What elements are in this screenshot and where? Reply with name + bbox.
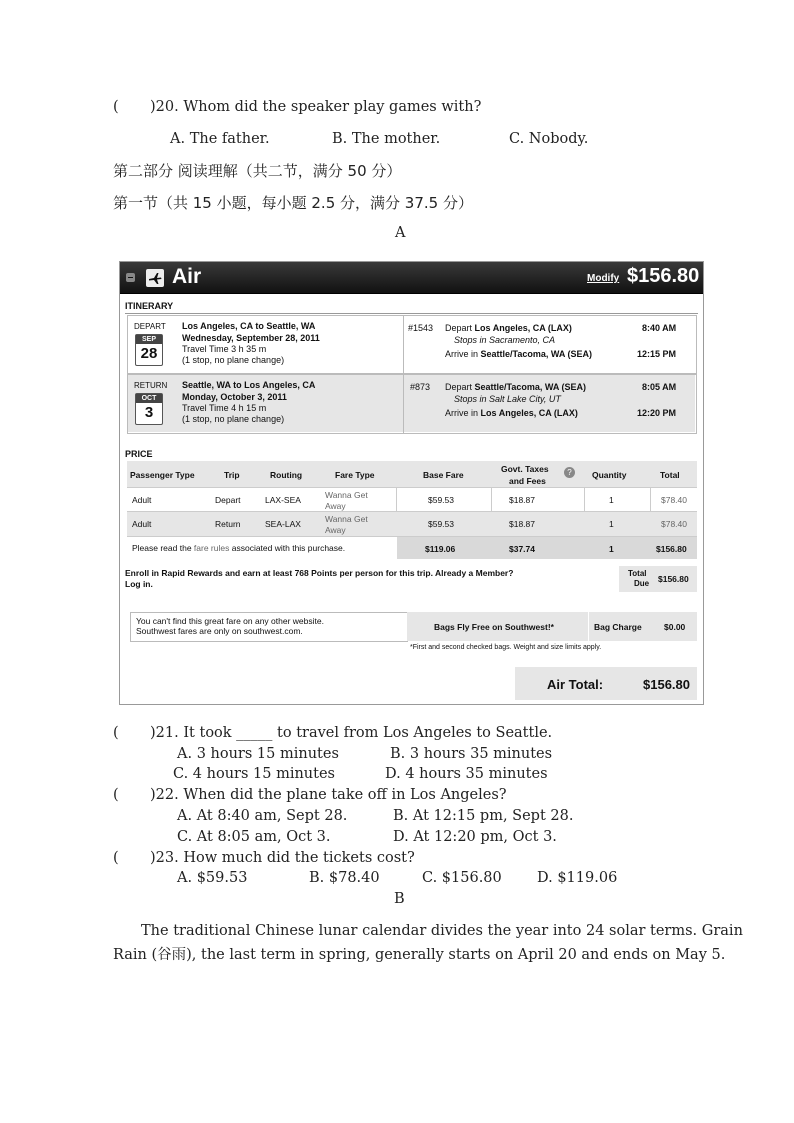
row1-trip: Depart bbox=[215, 495, 241, 505]
depart-depart-place: Los Angeles, CA (LAX) bbox=[474, 323, 572, 333]
q20-option-b: B. The mother. bbox=[332, 131, 441, 147]
flight-itinerary-ticket bbox=[119, 261, 704, 705]
q21-option-d: D. 4 hours 35 minutes bbox=[385, 766, 548, 782]
promo-line1: You can't find this great fare on any other website. bbox=[136, 616, 324, 626]
depart-arrive-prefix: Arrive in bbox=[445, 349, 479, 359]
row1-passenger: Adult bbox=[132, 495, 152, 505]
ticket-header-title: Air bbox=[172, 265, 202, 288]
depart-depart-line bbox=[445, 323, 572, 333]
q20-option-c: C. Nobody. bbox=[509, 131, 589, 147]
depart-travel-time: Travel Time 3 h 35 m bbox=[182, 344, 267, 354]
return-depart-prefix: Depart bbox=[445, 382, 473, 392]
q21-option-a: A. 3 hours 15 minutes bbox=[177, 746, 339, 762]
fare-note-post: associated with this purchase. bbox=[231, 543, 346, 553]
row1-fare-line2: Away bbox=[325, 501, 346, 511]
row1-taxes: $18.87 bbox=[509, 495, 535, 505]
return-calendar-icon bbox=[135, 393, 163, 425]
depart-date: Wednesday, September 28, 2011 bbox=[182, 333, 320, 343]
sum-quantity: 1 bbox=[609, 544, 614, 554]
promo-line2: Southwest fares are only on southwest.com. bbox=[136, 626, 303, 636]
q23-option-a: A. $59.53 bbox=[177, 870, 248, 886]
row2-quantity: 1 bbox=[609, 519, 614, 529]
itinerary-divider bbox=[125, 313, 698, 314]
return-label: RETURN bbox=[134, 381, 168, 390]
return-depart-line bbox=[445, 382, 586, 392]
col-total: Total bbox=[660, 470, 680, 480]
return-arrive-line bbox=[445, 408, 578, 418]
q21-stem: )21. It took _____ to travel from Los Angeles to Seattle. bbox=[150, 725, 553, 741]
return-cal-month: OCT bbox=[136, 394, 162, 403]
itinerary-title: ITINERARY bbox=[125, 301, 174, 311]
enroll-login-link[interactable]: Log in. bbox=[125, 579, 153, 589]
collapse-icon bbox=[126, 273, 135, 282]
col-routing: Routing bbox=[270, 470, 303, 480]
depart-arrive-place: Seattle/Tacoma, WA (SEA) bbox=[480, 349, 593, 359]
part2-heading: 第二部分 阅读理解（共二节，满分 50 分） bbox=[113, 162, 402, 180]
q23-option-d: D. $119.06 bbox=[537, 870, 618, 886]
col-taxes-line2: and Fees bbox=[509, 476, 546, 486]
row2-passenger: Adult bbox=[132, 519, 152, 529]
return-cal-day: 3 bbox=[144, 404, 154, 421]
return-stop-note: Stops in Salt Lake City, UT bbox=[454, 394, 561, 404]
return-stops: (1 stop, no plane change) bbox=[182, 414, 285, 424]
bag-charge-label: Bag Charge bbox=[594, 622, 642, 632]
depart-arrive-time: 12:15 PM bbox=[637, 349, 677, 359]
bags-free: Bags Fly Free on Southwest!* bbox=[434, 622, 554, 632]
air-total-value: $156.80 bbox=[643, 677, 690, 692]
depart-stop-note: Stops in Sacramento, CA bbox=[454, 335, 556, 345]
depart-route: Los Angeles, CA to Seattle, WA bbox=[182, 321, 316, 331]
row2-total: $78.40 bbox=[661, 519, 687, 529]
segment-divider bbox=[403, 316, 404, 373]
q20-stem: )20. Whom did the speaker play games with? bbox=[150, 99, 482, 115]
bag-charge-value: $0.00 bbox=[664, 622, 686, 632]
return-arrive-time: 12:20 PM bbox=[637, 408, 677, 418]
col-trip: Trip bbox=[224, 470, 240, 480]
plane-icon bbox=[146, 269, 164, 287]
passage-line2: Rain (谷雨), the last term in spring, generally starts on April 20 and ends on May 5. bbox=[113, 947, 726, 963]
q22-paren: ( bbox=[113, 787, 119, 803]
bags-note: *First and second checked bags. Weight and size limits apply. bbox=[410, 644, 602, 651]
passage-label-b: B bbox=[394, 891, 405, 907]
row2-fare-line2: Away bbox=[325, 525, 346, 535]
return-depart-place: Seattle/Tacoma, WA (SEA) bbox=[474, 382, 587, 392]
row2-trip: Return bbox=[215, 519, 241, 529]
depart-cal-day: 28 bbox=[140, 345, 158, 362]
return-route: Seattle, WA to Los Angeles, CA bbox=[182, 380, 316, 390]
depart-flight-number: #1543 bbox=[408, 323, 434, 333]
row1-total: $78.40 bbox=[661, 495, 687, 505]
sum-base: $119.06 bbox=[425, 544, 456, 554]
row-divider bbox=[127, 511, 697, 512]
depart-stops: (1 stop, no plane change) bbox=[182, 355, 285, 365]
q22-option-b: B. At 12:15 pm, Sept 28. bbox=[393, 808, 574, 824]
sum-total: $156.80 bbox=[656, 544, 687, 554]
col-passenger-type: Passenger Type bbox=[130, 470, 195, 480]
return-arrive-place: Los Angeles, CA (LAX) bbox=[480, 408, 578, 418]
return-depart-time: 8:05 AM bbox=[642, 382, 677, 392]
help-icon[interactable]: ? bbox=[564, 467, 575, 478]
fare-rules-link[interactable]: fare rules bbox=[193, 543, 230, 553]
row2-base: $59.53 bbox=[428, 519, 454, 529]
q22-option-c: C. At 8:05 am, Oct 3. bbox=[177, 829, 331, 845]
return-date: Monday, October 3, 2011 bbox=[182, 392, 287, 402]
segment-divider bbox=[403, 375, 404, 433]
modify-link[interactable]: Modify bbox=[587, 273, 620, 284]
q23-option-b: B. $78.40 bbox=[309, 870, 380, 886]
fare-note-pre: Please read the bbox=[132, 543, 192, 553]
row2-routing: SEA-LAX bbox=[265, 519, 301, 529]
ticket-header bbox=[120, 262, 703, 294]
passage-label-a: A bbox=[395, 225, 406, 241]
ticket-header-price: $156.80 bbox=[627, 265, 700, 287]
depart-calendar-icon bbox=[135, 334, 163, 366]
passage-line1: The traditional Chinese lunar calendar divides the year into 24 solar terms. Grain bbox=[141, 923, 743, 939]
q23-option-c: C. $156.80 bbox=[422, 870, 502, 886]
total-due-line2: Due bbox=[634, 579, 650, 588]
q22-stem: )22. When did the plane take off in Los Angeles? bbox=[150, 787, 507, 803]
fare-rules-note bbox=[132, 543, 345, 553]
row-divider bbox=[127, 487, 697, 488]
total-due-value: $156.80 bbox=[658, 574, 689, 584]
q23-stem: )23. How much did the tickets cost? bbox=[150, 850, 415, 866]
return-flight-number: #873 bbox=[410, 382, 431, 392]
depart-arrive-line bbox=[445, 349, 592, 359]
q20-option-a: A. The father. bbox=[170, 131, 270, 147]
total-due-line1: Total bbox=[628, 569, 647, 578]
air-total-label: Air Total: bbox=[547, 677, 604, 692]
row1-quantity: 1 bbox=[609, 495, 614, 505]
row1-base: $59.53 bbox=[428, 495, 454, 505]
depart-depart-time: 8:40 AM bbox=[642, 323, 677, 333]
col-taxes-line1: Govt. Taxes bbox=[501, 464, 549, 474]
q21-option-b: B. 3 hours 35 minutes bbox=[390, 746, 553, 762]
section1-heading: 第一节（共 15 小题，每小题 2.5 分，满分 37.5 分） bbox=[113, 194, 473, 212]
q21-paren: ( bbox=[113, 725, 119, 741]
q21-option-c: C. 4 hours 15 minutes bbox=[173, 766, 335, 782]
depart-cal-month: SEP bbox=[136, 335, 162, 344]
row1-routing: LAX-SEA bbox=[265, 495, 301, 505]
q20-paren: ( bbox=[113, 99, 119, 115]
depart-depart-prefix: Depart bbox=[445, 323, 473, 333]
return-travel-time: Travel Time 4 h 15 m bbox=[182, 403, 267, 413]
return-arrive-prefix: Arrive in bbox=[445, 408, 479, 418]
col-base-fare: Base Fare bbox=[423, 470, 464, 480]
row2-taxes: $18.87 bbox=[509, 519, 535, 529]
q22-option-d: D. At 12:20 pm, Oct 3. bbox=[393, 829, 557, 845]
enroll-line1: Enroll in Rapid Rewards and earn at least 768 Points per person for this trip. Already a Member? bbox=[125, 568, 514, 578]
row2-fare-line1: Wanna Get bbox=[325, 514, 368, 524]
q23-paren: ( bbox=[113, 850, 119, 866]
price-title: PRICE bbox=[125, 449, 153, 459]
col-quantity: Quantity bbox=[592, 470, 627, 480]
col-fare-type: Fare Type bbox=[335, 470, 375, 480]
row1-fare-line1: Wanna Get bbox=[325, 490, 368, 500]
sum-taxes: $37.74 bbox=[509, 544, 535, 554]
depart-label: DEPART bbox=[134, 322, 166, 331]
q22-option-a: A. At 8:40 am, Sept 28. bbox=[177, 808, 348, 824]
